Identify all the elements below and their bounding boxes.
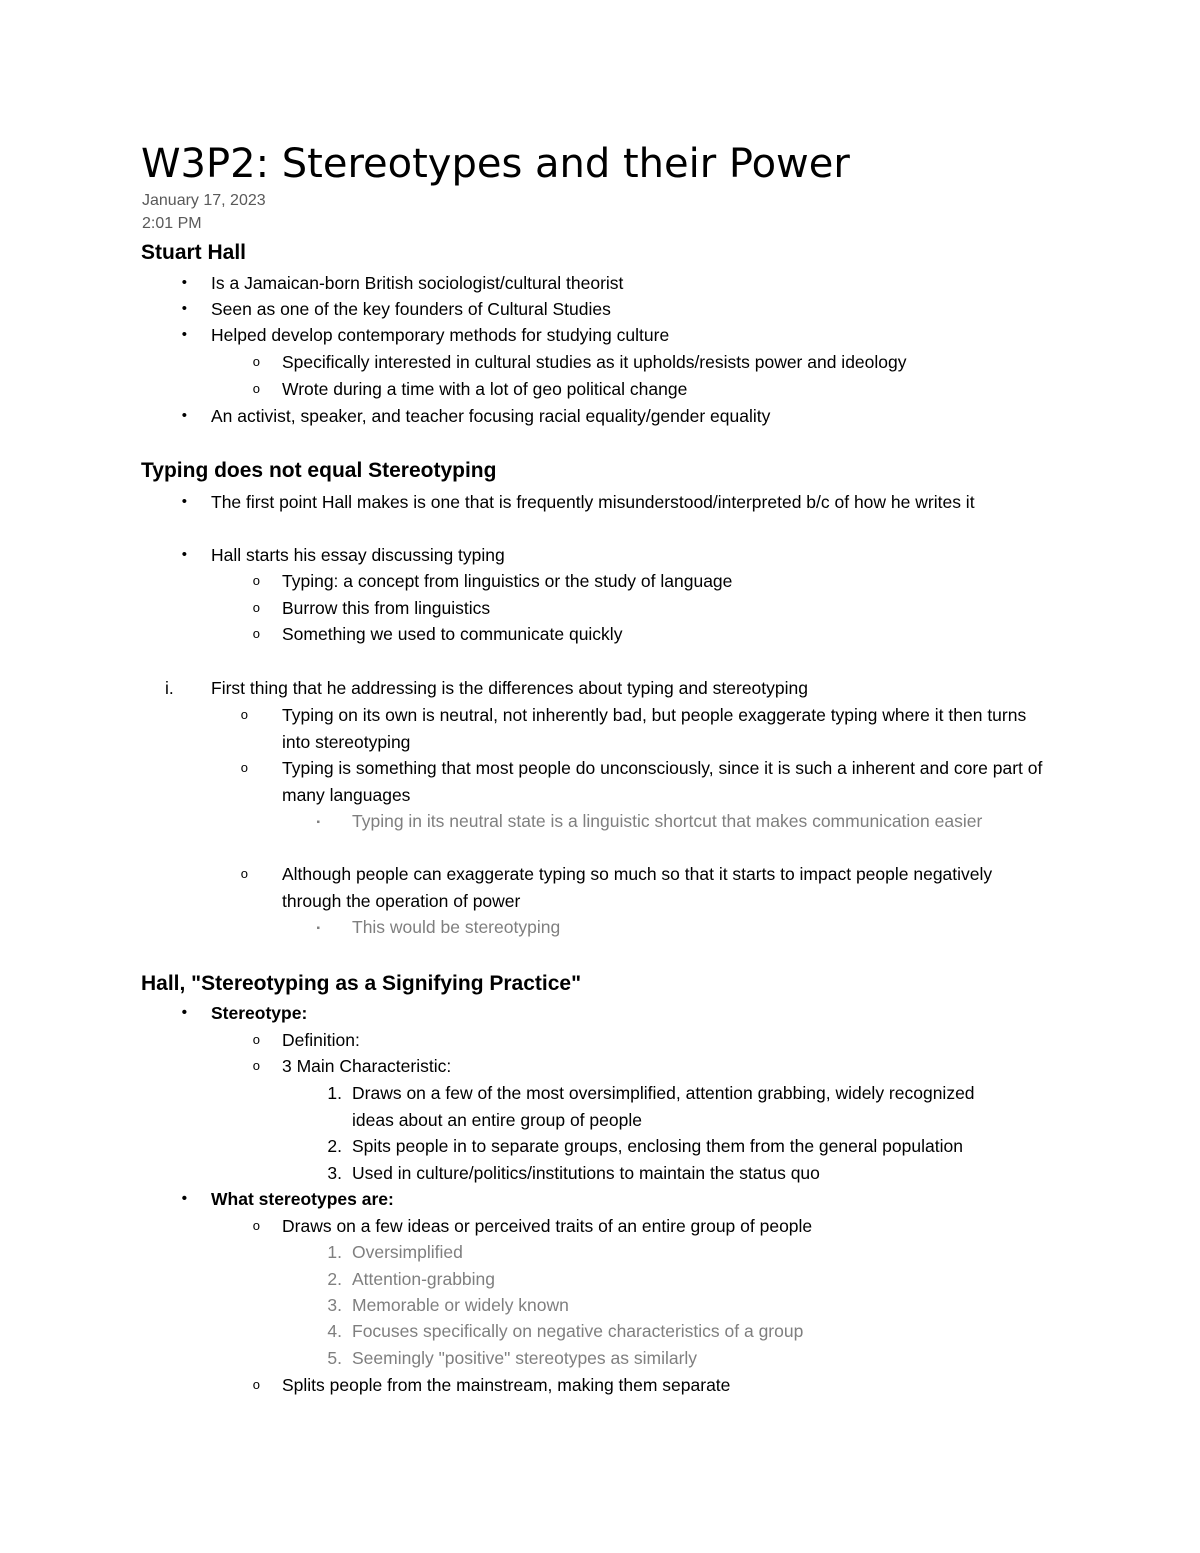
bullet-marker: •	[181, 326, 187, 343]
bullet-marker: •	[181, 274, 187, 291]
list-item-text: This would be stereotyping	[352, 917, 561, 937]
bullet-marker: •	[181, 493, 187, 510]
circle-marker: o	[252, 1058, 260, 1073]
list-item-text: Memorable or widely known	[352, 1295, 569, 1315]
list-item	[181, 403, 1111, 430]
list-item-text: What stereotypes are:	[211, 1189, 394, 1209]
list-item	[252, 349, 1102, 376]
number-marker: 1.	[327, 1242, 342, 1262]
list-item-text: Typing on its own is neutral, not inherently bad, but people exaggerate typing where it then turns into stereotyping	[282, 705, 1027, 752]
list-item-text: Although people can exaggerate typing so much so that it starts to impact people negatively through the operation of power	[282, 864, 993, 911]
list-item	[327, 1345, 1052, 1372]
list-item	[252, 621, 1082, 648]
list-item	[165, 675, 1041, 702]
roman-numeral-marker: i.	[165, 678, 174, 698]
list-item-text: An activist, speaker, and teacher focusing racial equality/gender equality	[211, 406, 771, 426]
list-item-text: 3 Main Characteristic:	[282, 1056, 452, 1076]
list-item-text: Typing: a concept from linguistics or the study of language	[282, 571, 733, 591]
list-item-text: Spits people in to separate groups, enclosing them from the general population	[352, 1136, 963, 1156]
list-item-text: Stereotype:	[211, 1003, 308, 1023]
list-item	[327, 1318, 1052, 1345]
list-item	[181, 322, 1111, 349]
circle-marker: o	[240, 707, 248, 722]
list-item-text: First thing that he addressing is the differences about typing and stereotyping	[211, 678, 808, 698]
bullet-marker: •	[181, 1190, 187, 1207]
note-time: 2:01 PM	[142, 215, 202, 232]
list-item	[252, 1027, 1082, 1054]
list-item-text: Hall starts his essay discussing typing	[211, 545, 505, 565]
list-item-text: The first point Hall makes is one that is frequently misunderstood/interpreted b/c of how he writes it	[211, 492, 975, 512]
list-item-text: Burrow this from linguistics	[282, 598, 491, 618]
list-item	[252, 1372, 1082, 1399]
list-item	[316, 808, 1032, 835]
bullet-marker: •	[181, 407, 187, 424]
list-item	[181, 489, 1041, 516]
list-item	[327, 1266, 1052, 1293]
list-item	[252, 1213, 1082, 1240]
list-item-text: Draws on a few of the most oversimplified, attention grabbing, widely recognized ideas about an entire group of people	[352, 1083, 975, 1130]
list-item-text: Specifically interested in cultural studies as it upholds/resists power and ideology	[282, 352, 907, 372]
bullet-marker: •	[181, 300, 187, 317]
circle-marker: o	[252, 354, 260, 369]
square-marker: ▪	[316, 923, 320, 934]
heading-typing: Typing does not equal Stereotyping	[141, 459, 497, 482]
list-item	[327, 1133, 1072, 1160]
list-item-text: Oversimplified	[352, 1242, 463, 1262]
list-item	[181, 1186, 1041, 1213]
list-item-text: Typing is something that most people do unconsciously, since it is such a inherent and core part of many languages	[282, 758, 1043, 805]
heading-stuart-hall: Stuart Hall	[141, 241, 247, 264]
list-item	[252, 595, 1082, 622]
bullet-marker: •	[181, 1004, 187, 1021]
list-item-text: Focuses specifically on negative characteristics of a group	[352, 1321, 804, 1341]
list-item-text: Wrote during a time with a lot of geo political change	[282, 379, 688, 399]
list-item	[316, 914, 1032, 941]
circle-marker: o	[252, 573, 260, 588]
circle-marker: o	[252, 600, 260, 615]
list-item	[327, 1292, 1052, 1319]
list-item	[181, 270, 1111, 297]
circle-marker: o	[252, 1377, 260, 1392]
number-marker: 5.	[327, 1348, 342, 1368]
list-item	[181, 542, 1041, 569]
page-title: W3P2: Stereotypes and their Power	[141, 141, 850, 187]
list-item	[181, 296, 1111, 323]
number-marker: 4.	[327, 1321, 342, 1341]
number-marker: 3.	[327, 1163, 342, 1183]
number-marker: 3.	[327, 1295, 342, 1315]
circle-marker: o	[252, 626, 260, 641]
list-item	[252, 1053, 1082, 1080]
list-item	[327, 1160, 1072, 1187]
circle-marker: o	[240, 866, 248, 881]
list-item-text: Helped develop contemporary methods for studying culture	[211, 325, 670, 345]
circle-marker: o	[252, 1218, 260, 1233]
list-item-text: Typing in its neutral state is a linguistic shortcut that makes communication easier	[352, 811, 983, 831]
heading-signifying-practice: Hall, "Stereotyping as a Signifying Practice"	[141, 972, 582, 995]
circle-marker: o	[252, 381, 260, 396]
list-item-text: Is a Jamaican-born British sociologist/cultural theorist	[211, 273, 624, 293]
number-marker: 2.	[327, 1269, 342, 1289]
list-item	[252, 568, 1082, 595]
list-item	[240, 755, 1052, 808]
list-item-text: Used in culture/politics/institutions to maintain the status quo	[352, 1163, 820, 1183]
list-item	[181, 1000, 1041, 1027]
list-item-text: Seen as one of the key founders of Cultural Studies	[211, 299, 611, 319]
list-item-text: Something we used to communicate quickly	[282, 624, 623, 644]
list-item	[327, 1080, 982, 1133]
list-item	[327, 1239, 1052, 1266]
number-marker: 1.	[327, 1083, 342, 1103]
circle-marker: o	[240, 760, 248, 775]
note-date: January 17, 2023	[142, 192, 266, 209]
list-item-text: Definition:	[282, 1030, 360, 1050]
square-marker: ▪	[316, 817, 320, 828]
list-item-text: Splits people from the mainstream, making them separate	[282, 1375, 731, 1395]
list-item-text: Seemingly "positive" stereotypes as similarly	[352, 1348, 698, 1368]
list-item-text: Attention-grabbing	[352, 1269, 496, 1289]
circle-marker: o	[252, 1032, 260, 1047]
list-item	[240, 702, 1052, 755]
number-marker: 2.	[327, 1136, 342, 1156]
bullet-marker: •	[181, 546, 187, 563]
list-item	[252, 376, 1102, 403]
list-item-text: Draws on a few ideas or perceived traits of an entire group of people	[282, 1216, 813, 1236]
list-item	[240, 861, 1052, 914]
